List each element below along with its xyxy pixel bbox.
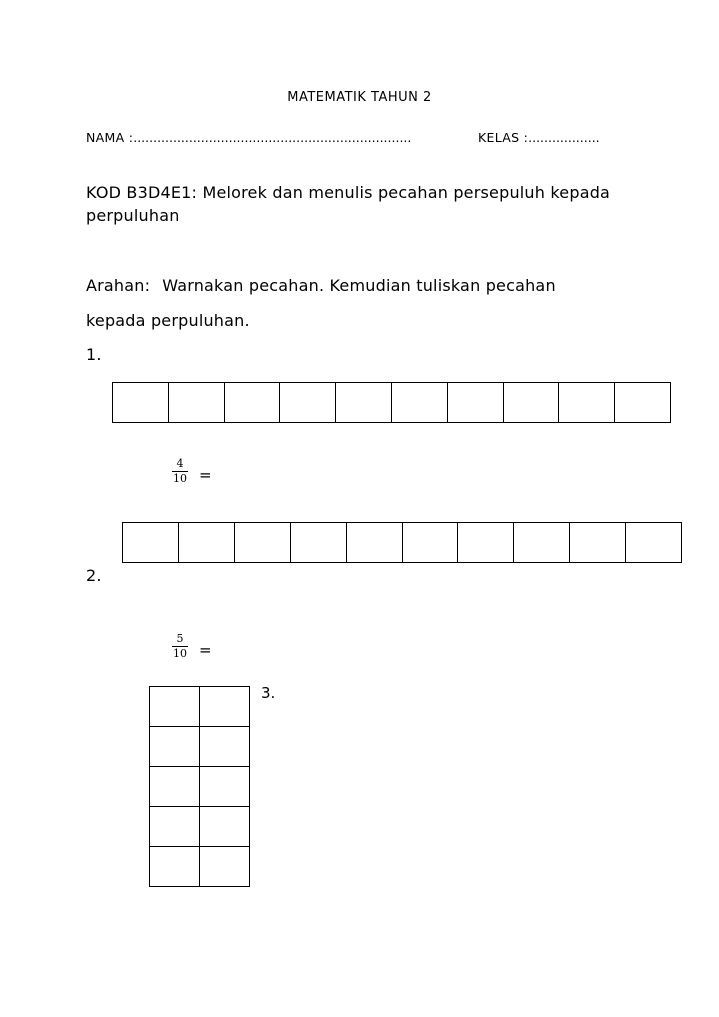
grid-cell[interactable] bbox=[458, 523, 514, 563]
grid-cell[interactable] bbox=[200, 807, 250, 847]
grid-cell[interactable] bbox=[235, 523, 291, 563]
grid-cell[interactable] bbox=[169, 383, 225, 423]
grid-cell[interactable] bbox=[200, 847, 250, 887]
grid-cell[interactable] bbox=[448, 383, 504, 423]
question-2-fraction bbox=[172, 633, 188, 660]
grid-cell[interactable] bbox=[559, 383, 615, 423]
fraction-numerator: 4 bbox=[176, 457, 184, 470]
page-title: MATEMATIK TAHUN 2 bbox=[287, 90, 432, 105]
nama-field bbox=[86, 130, 411, 145]
question-1-fraction bbox=[172, 458, 188, 485]
grid-cell[interactable] bbox=[392, 383, 448, 423]
question-2-grid bbox=[122, 522, 682, 563]
grid-cell[interactable] bbox=[150, 807, 200, 847]
question-2-number: 2. bbox=[86, 566, 102, 585]
objective-line-1: KOD B3D4E1: Melorek dan menulis pecahan persepuluh kepada bbox=[86, 183, 611, 202]
kelas-blank: .................. bbox=[528, 130, 600, 145]
kelas-field bbox=[478, 130, 600, 145]
grid-cell[interactable] bbox=[403, 523, 459, 563]
question-3-number: 3. bbox=[261, 684, 276, 702]
instruction-text: Warnakan pecahan. Kemudian tuliskan pecahan bbox=[162, 276, 556, 295]
question-1-equals: = bbox=[199, 466, 212, 484]
grid-cell[interactable] bbox=[113, 383, 169, 423]
grid-cell[interactable] bbox=[570, 523, 626, 563]
question-3-grid bbox=[149, 686, 250, 887]
nama-blank: ...................................................................... bbox=[133, 130, 412, 145]
grid-cell[interactable] bbox=[514, 523, 570, 563]
instruction-line-2: kepada perpuluhan. bbox=[86, 311, 250, 330]
objective-line-2: perpuluhan bbox=[86, 206, 180, 225]
nama-label: NAMA : bbox=[86, 130, 134, 145]
question-1-grid bbox=[112, 382, 671, 423]
grid-cell[interactable] bbox=[200, 687, 250, 727]
grid-cell[interactable] bbox=[150, 767, 200, 807]
fraction-numerator: 5 bbox=[176, 632, 184, 645]
grid-cell[interactable] bbox=[150, 687, 200, 727]
fraction-denominator: 10 bbox=[173, 647, 187, 660]
grid-cell[interactable] bbox=[291, 523, 347, 563]
fraction-denominator: 10 bbox=[173, 472, 187, 485]
instruction-line-1 bbox=[86, 276, 556, 295]
question-2-equals: = bbox=[199, 641, 212, 659]
instruction-label: Arahan: bbox=[86, 276, 151, 295]
question-1-number: 1. bbox=[86, 345, 102, 364]
grid-cell[interactable] bbox=[504, 383, 560, 423]
grid-cell[interactable] bbox=[200, 767, 250, 807]
grid-cell[interactable] bbox=[615, 383, 671, 423]
grid-cell[interactable] bbox=[123, 523, 179, 563]
grid-cell[interactable] bbox=[280, 383, 336, 423]
kelas-label: KELAS : bbox=[478, 130, 529, 145]
grid-cell[interactable] bbox=[200, 727, 250, 767]
grid-cell[interactable] bbox=[150, 727, 200, 767]
grid-cell[interactable] bbox=[347, 523, 403, 563]
grid-cell[interactable] bbox=[150, 847, 200, 887]
grid-cell[interactable] bbox=[179, 523, 235, 563]
grid-cell[interactable] bbox=[336, 383, 392, 423]
grid-cell[interactable] bbox=[225, 383, 281, 423]
grid-cell[interactable] bbox=[626, 523, 682, 563]
